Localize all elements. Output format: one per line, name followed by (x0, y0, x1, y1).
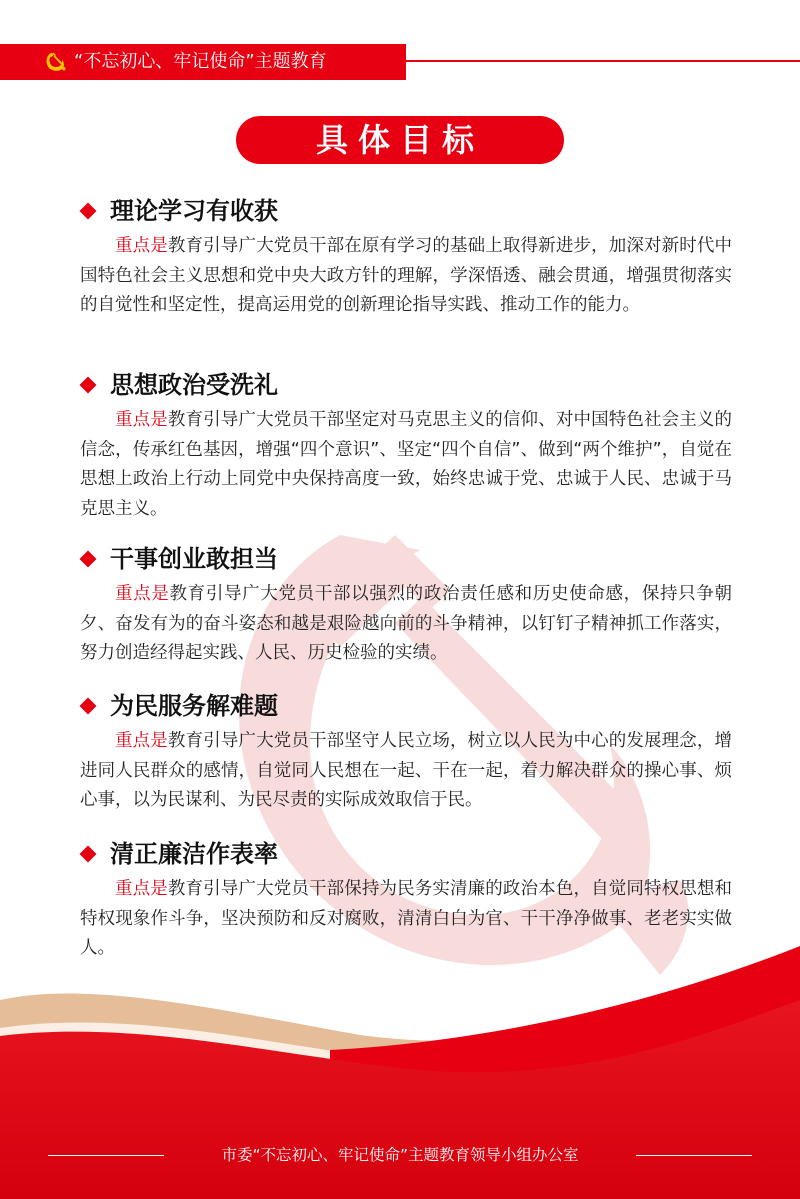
diamond-bullet-icon (80, 203, 97, 220)
highlight-text: 重点是 (115, 584, 170, 604)
section-theory-study (80, 193, 732, 321)
section-heading (80, 193, 732, 229)
page-title: 具体目标 (236, 116, 564, 164)
section-political-baptism (80, 367, 732, 524)
hammer-sickle-icon (44, 50, 68, 74)
highlight-text: 重点是 (115, 879, 168, 899)
highlight-text: 重点是 (115, 731, 168, 751)
body-text: 教育引导广大党员干部在原有学习的基础上取得新进步，加深对新时代中国特色社会主义思想和党中央大政方针的理解，学深悟透、融会贯通，增强贯彻落实的自觉性和坚定性，提高运用党的创新理论指导实践、推动工作的能力。 (80, 236, 733, 315)
diamond-bullet-icon (80, 377, 97, 394)
section-heading-text: 为民服务解难题 (110, 691, 278, 720)
body-text: 教育引导广大党员干部坚守人民立场，树立以人民为中心的发展理念，增进同人民群众的感情，自觉同人民想在一起、干在一起，着力解决群众的操心事、烦心事，以为民谋利、为民尽责的实际成效取信于民。 (80, 731, 733, 810)
section-body (80, 727, 732, 816)
header-line (406, 60, 800, 62)
section-body (80, 406, 732, 524)
diamond-bullet-icon (80, 551, 97, 568)
section-heading-text: 理论学习有收获 (110, 196, 278, 225)
section-body (80, 580, 732, 669)
section-serve-the-people (80, 688, 732, 816)
diamond-bullet-icon (80, 846, 97, 863)
header-title: “不忘初心、牢记使命”主题教育 (74, 51, 327, 72)
body-text: 教育引导广大党员干部保持为民务实清廉的政治本色，自觉同特权思想和特权现象作斗争，坚决预防和反对腐败，清清白白为官、干干净净做事、老老实实做人。 (80, 879, 733, 958)
section-heading-text: 干事创业敢担当 (110, 544, 278, 573)
footer-text: 市委“不忘初心、牢记使命”主题教育领导小组办公室 (221, 1146, 579, 1164)
body-text: 教育引导广大党员干部坚定对马克思主义的信仰、对中国特色社会主义的信念，传承红色基因，增强“四个意识”、坚定“四个自信”、做到“两个维护”，自觉在思想上政治上行动上同党中央保持高度一致，始终忠诚于党、忠诚于人民、忠诚于马克思主义。 (80, 410, 733, 519)
section-heading (80, 541, 732, 577)
section-heading (80, 836, 732, 872)
section-heading-text: 清正廉洁作表率 (110, 839, 278, 868)
section-dare-to-take-responsibility (80, 541, 732, 669)
highlight-text: 重点是 (115, 236, 168, 256)
section-body (80, 232, 732, 321)
section-heading (80, 688, 732, 724)
section-heading-text: 思想政治受洗礼 (110, 370, 278, 399)
body-text: 教育引导广大党员干部以强烈的政治责任感和历史使命感，保持只争朝夕、奋发有为的奋斗姿态和越是艰险越向前的斗争精神，以钉钉子精神抓工作落实，努力创造经得起实践、人民、历史检验的实绩。 (80, 584, 732, 663)
section-heading (80, 367, 732, 403)
diamond-bullet-icon (80, 698, 97, 715)
highlight-text: 重点是 (115, 410, 168, 430)
